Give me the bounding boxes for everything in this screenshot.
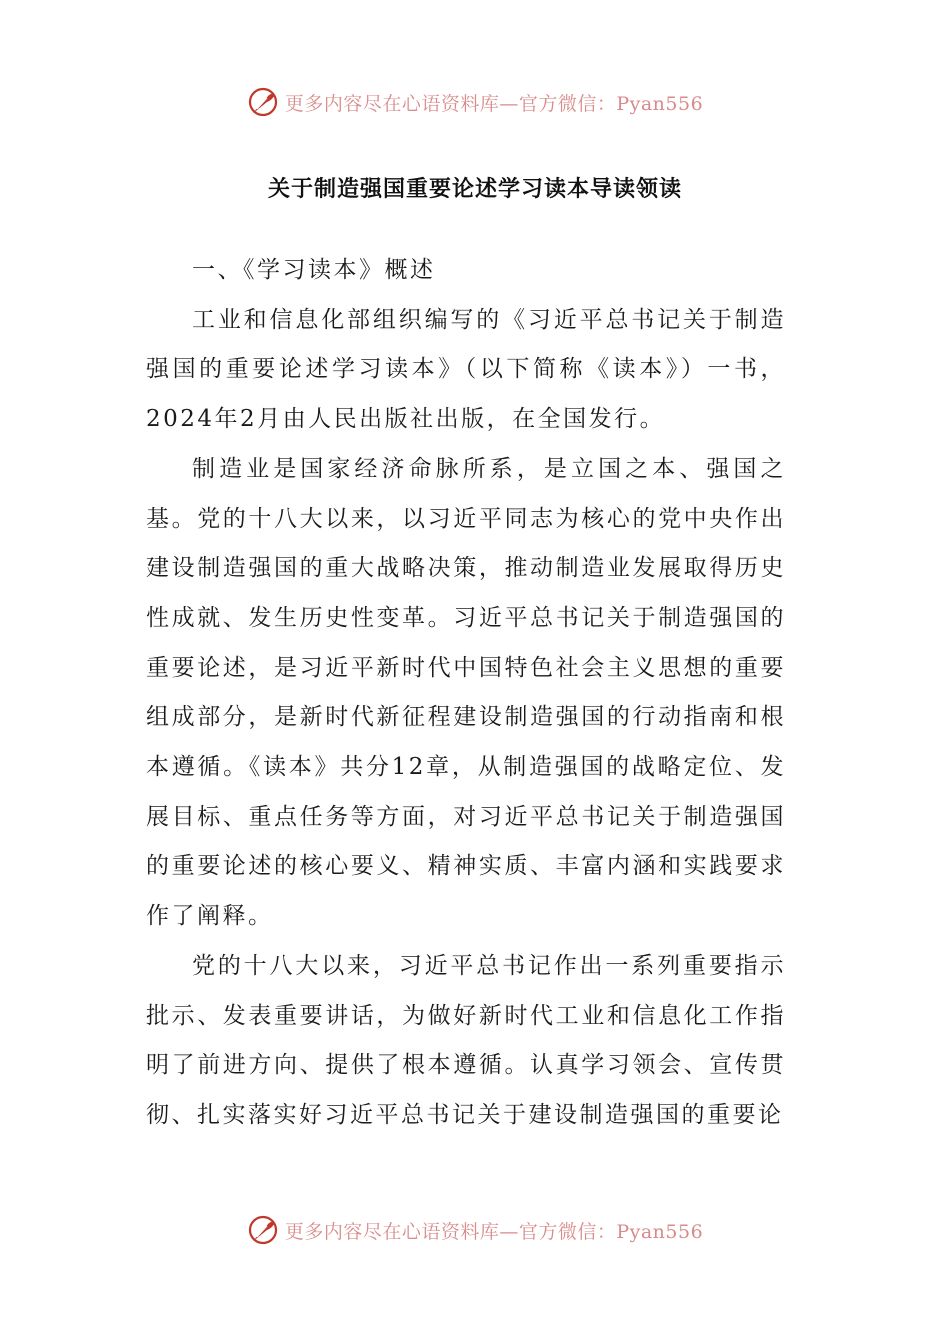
watermark-text: 更多内容尽在心语资料库—官方微信：Pyan556: [284, 1220, 704, 1243]
section-heading: 一、《学习读本》概述: [192, 257, 436, 283]
quill-logo-icon: [247, 1214, 279, 1246]
document-body: [146, 246, 786, 1141]
watermark-header: [0, 82, 950, 122]
watermark-text: 更多内容尽在心语资料库—官方微信：Pyan556: [284, 92, 704, 115]
paragraph: 工业和信息化部组织编写的《习近平总书记关于制造强国的重要论述学习读本》（以下简称《读本》）一书，2024年2月由人民出版社出版，在全国发行。: [146, 306, 786, 433]
paragraph: 党的十八大以来，习近平总书记作出一系列重要指示批示、发表重要讲话，为做好新时代工业和信息化工作指明了前进方向、提供了根本遵循。认真学习领会、宣传贯彻、扎实落实好习近平总书记关于建设制造强国的重要论: [146, 952, 786, 1128]
document-title: 关于制造强国重要论述学习读本导读领读: [267, 177, 682, 202]
paragraph: 制造业是国家经济命脉所系，是立国之本、强国之基。党的十八大以来，以习近平同志为核心的党中央作出建设制造强国的重大战略决策，推动制造业发展取得历史性成就、发生历史性变革。习近平总书记关于制造强国的重要论述，是习近平新时代中国特色社会主义思想的重要组成部分，是新时代新征程建设制造强国的行动指南和根本遵循。《读本》共分12章，从制造强国的战略定位、发展目标、重点任务等方面，对习近平总书记关于制造强国的重要论述的核心要义、精神实质、丰富内涵和实践要求作了阐释。: [146, 455, 786, 930]
quill-logo-icon: [247, 86, 279, 118]
watermark-footer: [0, 1210, 950, 1250]
